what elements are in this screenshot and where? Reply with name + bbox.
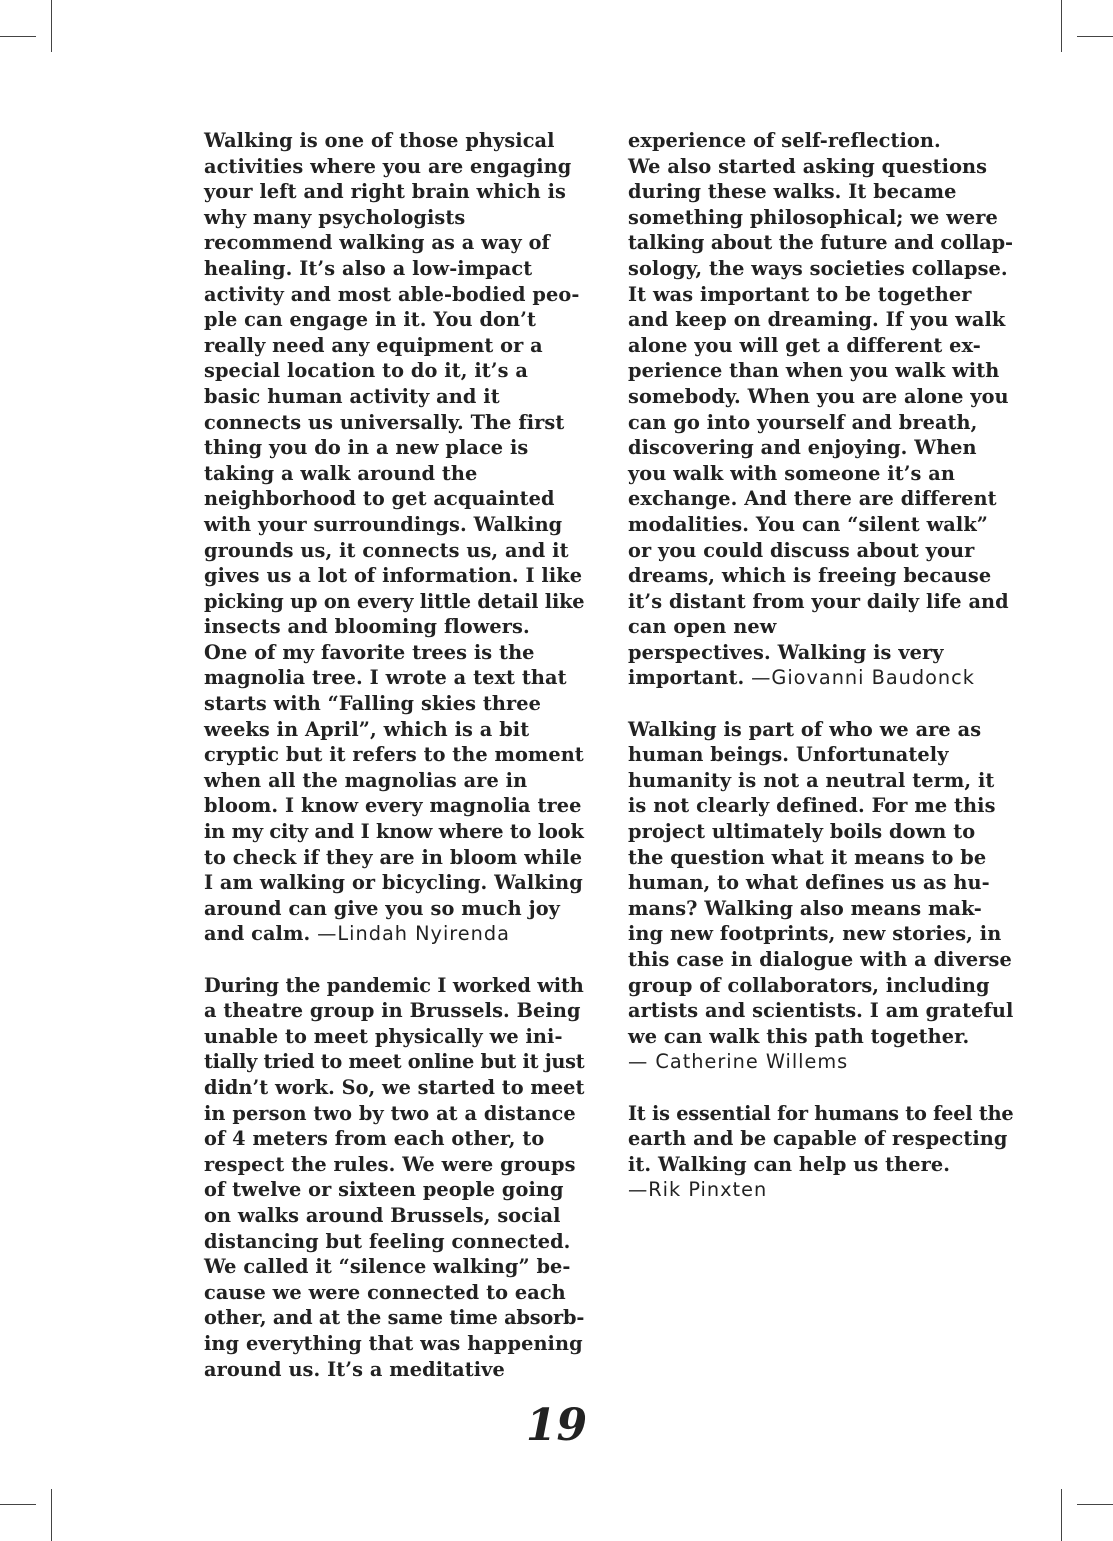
text-line: We called it “silence walking” be- (204, 1255, 571, 1279)
passage-lindah-nyirenda (204, 128, 584, 947)
text-line: Walking is part of who we are as (628, 717, 982, 741)
text-line: and keep on dreaming. If you walk (628, 308, 1006, 332)
text-line: in my city and I know where to look (204, 820, 584, 844)
text-line: connects us universally. The first (204, 410, 565, 434)
text-line: can go into yourself and breath, (628, 410, 978, 434)
right-column (628, 128, 1013, 1203)
text-line: when all the magnolias are in (204, 768, 528, 792)
text-line: modalities. You can “silent walk” (628, 512, 988, 536)
text-line: special location to do it, it’s a (204, 359, 528, 383)
text-line: It was important to be together (628, 282, 972, 306)
crop-mark-bottom-left-vertical (51, 1489, 52, 1541)
crop-mark-bottom-left-horizontal (0, 1504, 36, 1505)
text-line: other, and at the same time absorb- (204, 1306, 585, 1330)
text-line: it. Walking can help us there. (628, 1152, 951, 1176)
text-line: activity and most able-bodied peo- (204, 282, 580, 306)
passage-catherine-willems (628, 717, 1013, 1075)
text-line: to check if they are in bloom while (204, 845, 583, 869)
text-line: around us. It’s a meditative (204, 1357, 505, 1381)
crop-mark-bottom-right-vertical (1061, 1489, 1062, 1541)
crop-mark-top-right-vertical (1061, 0, 1062, 52)
crop-mark-bottom-right-horizontal (1077, 1504, 1113, 1505)
text-line: why many psychologists (204, 205, 466, 229)
text-line: group of collaborators, including (628, 973, 990, 997)
text-line: gives us a lot of information. I like (204, 564, 583, 588)
text-line: it’s distant from your daily life and (628, 589, 1009, 613)
text-line: we can walk this path together. (628, 1024, 970, 1048)
paragraph-spacer (628, 691, 1013, 717)
text-line: exchange. And there are different (628, 487, 997, 511)
text-line: tially tried to meet online but it just (204, 1050, 585, 1074)
text-line: weeks in April”, which is a bit (204, 717, 530, 741)
text-line: basic human activity and it (204, 384, 500, 408)
text-line: a theatre group in Brussels. Being (204, 999, 581, 1023)
text-line: ple can engage in it. You don’t (204, 308, 536, 332)
text-line: experience of self-reflection. (628, 129, 941, 152)
text-line: neighborhood to get acquainted (204, 487, 555, 511)
text-line: or you could discuss about your (628, 538, 975, 562)
text-line: during these walks. It became (628, 180, 957, 204)
text-line: We also started asking questions (628, 154, 988, 178)
text-line: really need any equipment or a (204, 333, 543, 357)
text-line: is not clearly defined. For me this (628, 794, 996, 818)
text-line: bloom. I know every magnolia tree (204, 794, 582, 818)
text-line-with-author (628, 665, 1013, 691)
text-line: on walks around Brussels, social (204, 1203, 561, 1227)
left-column (204, 128, 584, 1382)
text-line: picking up on every little detail like (204, 589, 585, 613)
text-line: ing new footprints, new stories, in (628, 922, 1002, 946)
text-line: activities where you are engaging (204, 154, 572, 178)
text-line: you walk with someone it’s an (628, 461, 956, 485)
text-line: healing. It’s also a low-impact (204, 256, 533, 280)
text-line: discovering and enjoying. When (628, 436, 977, 460)
text-line: somebody. When you are alone you (628, 384, 1009, 408)
author-attribution: —Lindah Nyirenda (317, 922, 510, 946)
text-line: I am walking or bicycling. Walking (204, 871, 583, 895)
text-line: project ultimately boils down to (628, 820, 976, 844)
text-line: grounds us, it connects us, and it (204, 538, 569, 562)
text-line: magnolia tree. I wrote a text that (204, 666, 567, 690)
paragraph-spacer (628, 1075, 1013, 1101)
text-line: your left and right brain which is (204, 180, 566, 204)
author-attribution: —Rik Pinxten (628, 1178, 768, 1202)
text-line: alone you will get a different ex- (628, 333, 981, 357)
author-attribution: —Giovanni Baudonck (751, 666, 975, 690)
text-line: thing you do in a new place is (204, 436, 529, 460)
text-line: of 4 meters from each other, to (204, 1127, 545, 1151)
text-line: sology, the ways societies collapse. (628, 256, 1008, 280)
text-line: taking a walk around the (204, 461, 478, 485)
text-line: During the pandemic I worked with (204, 973, 584, 997)
text-line: with your surroundings. Walking (204, 512, 563, 536)
text-line: human, to what defines us as hu- (628, 871, 990, 895)
paragraph-spacer (204, 947, 584, 973)
text-line: in person two by two at a distance (204, 1101, 576, 1125)
text-line: this case in dialogue with a diverse (628, 948, 1012, 971)
text-line: cryptic but it refers to the moment (204, 743, 584, 767)
crop-mark-top-right-horizontal (1077, 36, 1113, 37)
crop-mark-top-left-horizontal (0, 36, 36, 37)
text-line: cause we were connected to each (204, 1280, 566, 1304)
text-line: unable to meet physically we ini- (204, 1024, 563, 1048)
text-line: insects and blooming flowers. (204, 615, 530, 639)
text-line: something philosophical; we were (628, 205, 998, 229)
text-line: starts with “Falling skies three (204, 692, 542, 716)
text-line: human beings. Unfortunately (628, 743, 949, 767)
text-line: artists and scientists. I am grateful (628, 999, 1014, 1023)
text-line: respect the rules. We were groups (204, 1152, 576, 1176)
text-line: didn’t work. So, we started to meet (204, 1075, 585, 1099)
text-line: humanity is not a neutral term, it (628, 768, 995, 792)
text-line: One of my favorite trees is the (204, 640, 535, 664)
passage-rik-pinxten (628, 1101, 1013, 1203)
page-number: 19 (525, 1400, 588, 1451)
text-line: perience than when you walk with (628, 359, 1000, 383)
text-line: mans? Walking also means mak- (628, 896, 982, 920)
text-line-with-author (204, 921, 584, 947)
text-line: perspectives. Walking is very (628, 640, 944, 664)
text-fragment: and calm. (204, 922, 311, 946)
text-line: around can give you so much joy (204, 896, 560, 920)
text-line: Walking is one of those physical (204, 129, 555, 152)
author-attribution: — Catherine Willems (628, 1050, 849, 1074)
text-line: ing everything that was happening (204, 1331, 583, 1355)
text-line: of twelve or sixteen people going (204, 1178, 564, 1202)
text-line: distancing but feeling connected. (204, 1229, 571, 1253)
text-line: can open new (628, 615, 777, 639)
passage-giovanni-baudonck (628, 128, 1013, 691)
text-line: dreams, which is freeing because (628, 564, 992, 588)
text-line: It is essential for humans to feel the (628, 1101, 1014, 1125)
text-line: earth and be capable of respecting (628, 1127, 1008, 1151)
text-line: recommend walking as a way of (204, 231, 550, 255)
passage-theatre-group (204, 973, 584, 1383)
crop-mark-top-left-vertical (51, 0, 52, 52)
text-fragment: important. (628, 666, 745, 690)
text-line: talking about the future and collap- (628, 231, 1013, 255)
text-line: the question what it means to be (628, 845, 987, 869)
